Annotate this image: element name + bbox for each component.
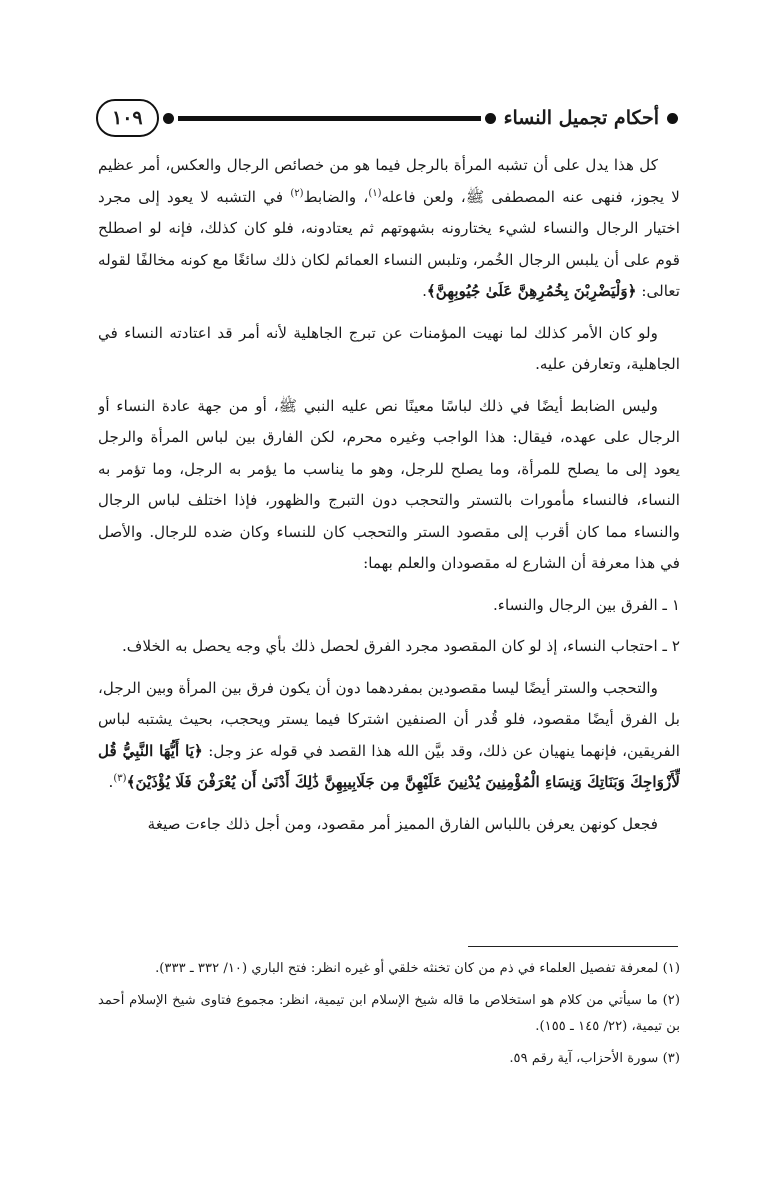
footnote-ref[interactable]: (٣)	[113, 772, 127, 784]
footnote-separator	[468, 946, 678, 947]
footnote: (٢) ما سيأتي من كلام هو استخلاص ما قاله شيخ الإسلام ابن تيمية، انظر: مجموع فتاوى شيخ الإسلام أحمد بن تيمية، (٢٢/ ١٤٥ ـ ١٥٥).	[98, 993, 680, 1034]
quran-verse: ﴿وَلْيَضْرِبْنَ بِخُمُرِهِنَّ عَلَىٰ جُيُوبِهِنَّ﴾	[426, 282, 637, 300]
bullet-icon	[667, 113, 678, 124]
page-number: ١٠٩	[96, 99, 159, 137]
footnote-ref[interactable]: (٢)	[290, 187, 304, 199]
list-item: ٢ ـ احتجاب النساء، إذ لو كان المقصود مجرد الفرق لحصل ذلك بأي وجه يحصل به الخلاف.	[121, 637, 680, 655]
quran-verse: ﴿يَا أَيُّهَا النَّبِيُّ قُل لِّأَزْوَاجِكَ وَبَنَاتِكَ وَنِسَاءِ الْمُؤْمِنِينَ يُدْنِينَ عَلَيْهِنَّ مِن جَلَابِيبِهِنَّ ذَٰلِكَ أَدْنَىٰ أَن يُعْرَفْنَ فَلَا يُؤْذَيْنَ﴾	[98, 741, 680, 791]
running-title: أحكام تجميل النساء	[503, 107, 659, 129]
footnotes	[98, 956, 680, 1078]
page-header	[96, 96, 678, 140]
footnote: (٣) سورة الأحزاب، آية رقم ٥٩.	[509, 1051, 680, 1066]
paragraph: وليس الضابط أيضًا في ذلك لباسًا معينًا نص عليه النبي ﷺ، أو من جهة عادة النساء أو الرجال على عهده، فيقال: هذا الواجب وغيره محرم، لكن الفارق بين لباس المرأة والرجل يعود إلى ما يصلح للمرأة، وما يصلح للرجل، وهو ما يناسب ما يؤمر به الرجل، وما تؤمر به النساء، فالنساء مأمورات بالتستر والتحجب دون التبرج والظهور، فإذا اختلف لباس الرجال والنساء مما كان أقرب إلى مقصود الستر والتحجب كان للنساء وكان ضده للرجال. والأصل في هذا معرفة أن الشارع له مقصودان والعلم بهما:	[98, 396, 680, 572]
footnote: (١) لمعرفة تفصيل العلماء في ذم من كان تخنثه خلقي أو غيره انظر: فتح الباري (١٠/ ٣٣٢ ـ ٣٣٣).	[155, 961, 680, 976]
header-rule	[178, 116, 481, 121]
list-item: ١ ـ الفرق بين الرجال والنساء.	[492, 595, 680, 614]
body-text	[98, 150, 680, 910]
bullet-icon	[163, 113, 174, 124]
paragraph: كل هذا يدل على أن تشبه المرأة بالرجل فيما هو من خصائص الرجال والعكس، أمر عظيم لا يجوز، فنهى عنه المصطفى ﷺ، ولعن فاعله$^{(١)}$، والضابط$^{(٢)}$ في التشبه لا يعود إلى مجرد اختيار الرجال والنساء لشيء يختارونه بشهوتهم ثم يعتادونه، فلو كان كذلك، فإنه لو اصطلح قوم على أن يلبس الرجال الخُمر، وتلبس النساء العمائم لكان ذلك سائغًا مع كونه مخالفًا لقوله تعالى: ﴿وَلْيَضْرِبْنَ بِخُمُرِهِنَّ عَلَىٰ جُيُوبِهِنَّ﴾.	[98, 156, 680, 300]
paragraph: والتحجب والستر أيضًا ليسا مقصودين بمفردهما دون أن يكون فرق بين المرأة وبين الرجل، بل الفرق أيضًا مقصود، فلو قُدر أن الصنفين اشتركا فيما يستر ويحجب، بحيث يشتبه لباس الفريقين، فإنهما ينهيان عن ذلك، وقد بيَّن الله هذا القصد في قوله عز وجل: ﴿يَا أَيُّهَا النَّبِيُّ قُل لِّأَزْوَاجِكَ وَبَنَاتِكَ وَنِسَاءِ الْمُؤْمِنِينَ يُدْنِينَ عَلَيْهِنَّ مِن جَلَابِيبِهِنَّ ذَٰلِكَ أَدْنَىٰ أَن يُعْرَفْنَ فَلَا يُؤْذَيْنَ﴾$^{(٣)}$.	[98, 678, 680, 791]
bullet-icon	[485, 113, 496, 124]
paragraph: ولو كان الأمر كذلك لما نهيت المؤمنات عن تبرج الجاهلية لأنه أمر قد اعتادته النساء في الجاهلية، وتعارفن عليه.	[98, 323, 680, 373]
footnote-ref[interactable]: (١)	[368, 187, 382, 199]
paragraph: فجعل كونهن يعرفن باللباس الفارق المميز أمر مقصود، ومن أجل ذلك جاءت صيغة	[147, 814, 658, 833]
